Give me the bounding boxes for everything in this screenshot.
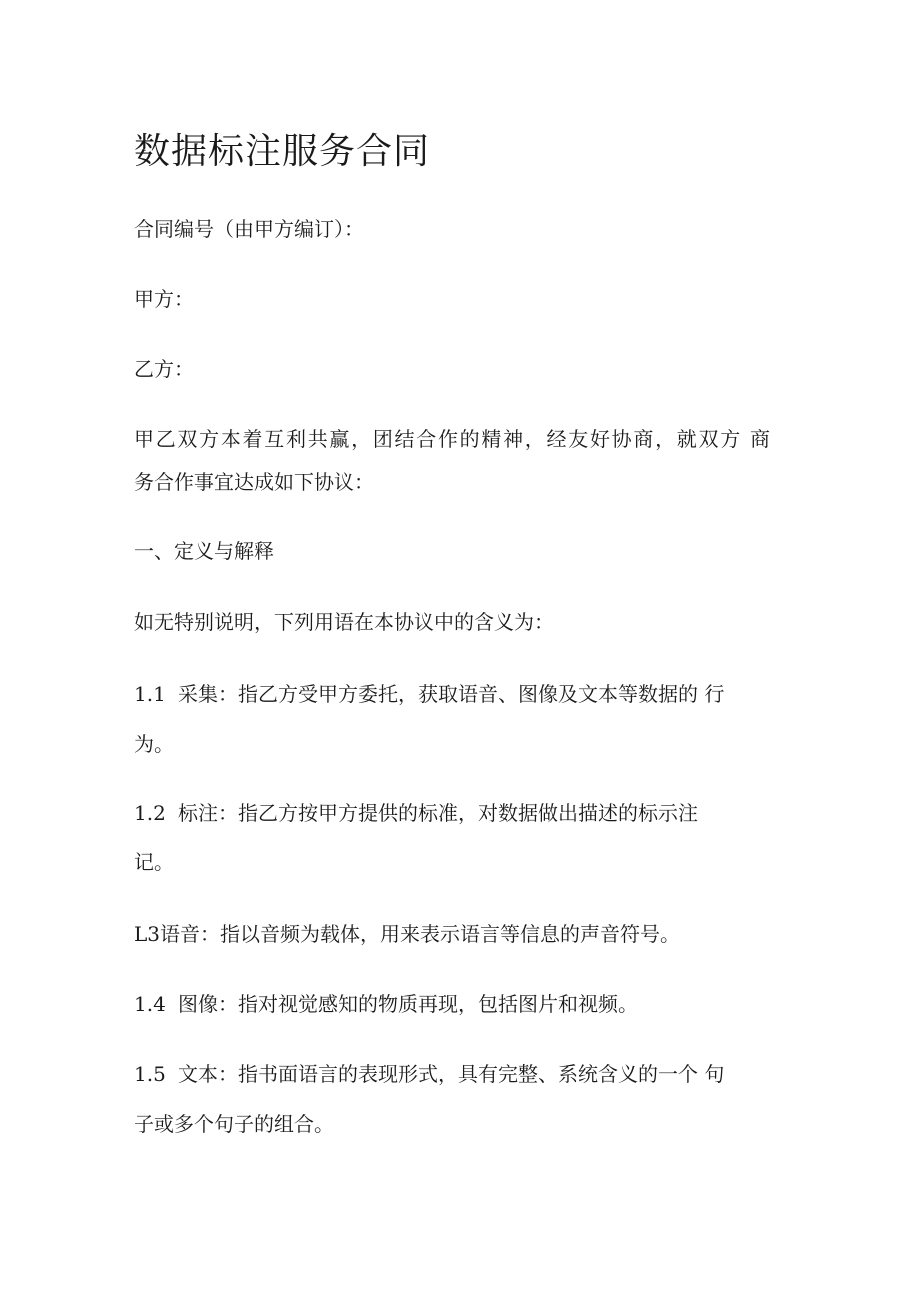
definition-item-1-5 — [134, 1060, 770, 1088]
definition-item-1-2-continued: 记。 — [134, 850, 174, 874]
definition-item-1-4 — [134, 990, 638, 1018]
contract-number-line: 合同编号（由甲方编订）： — [134, 217, 364, 241]
definition-item-1-1-continued: 为。 — [134, 732, 174, 756]
item-number: 1.5 — [134, 1062, 166, 1086]
party-a-line: 甲方： — [134, 287, 194, 311]
party-b-line: 乙方： — [134, 357, 194, 381]
item-text: 图像：指对视觉感知的物质再现，包括图片和视频。 — [178, 992, 638, 1016]
item-text: 标注：指乙方按甲方提供的标准，对数据做出描述的标示注 — [178, 801, 698, 825]
document-title: 数据标注服务合同 — [134, 131, 431, 172]
preamble-line-2: 务合作事宜达成如下协议： — [134, 470, 374, 494]
item-number: 1.1 — [134, 682, 166, 706]
section-1-heading: 一、定义与解释 — [134, 539, 274, 563]
definition-item-1-1 — [134, 680, 770, 708]
preamble-line-1: 甲乙双方本着互利共赢，团结合作的精神，经友好协商，就双方 商 — [134, 427, 770, 451]
definition-item-1-2 — [134, 799, 698, 827]
section-1-intro: 如无特别说明，下列用语在本协议中的含义为： — [134, 610, 554, 634]
definition-item-1-3: L3语音：指以音频为载体，用来表示语言等信息的声音符号。 — [134, 922, 681, 946]
item-number: 1.2 — [134, 801, 166, 825]
item-text: 文本：指书面语言的表现形式，具有完整、系统含义的一个 句 — [178, 1062, 725, 1086]
item-number: 1.4 — [134, 992, 166, 1016]
item-text: 采集：指乙方受甲方委托，获取语音、图像及文本等数据的 行 — [178, 682, 725, 706]
definition-item-1-5-continued: 子或多个句子的组合。 — [134, 1112, 334, 1136]
